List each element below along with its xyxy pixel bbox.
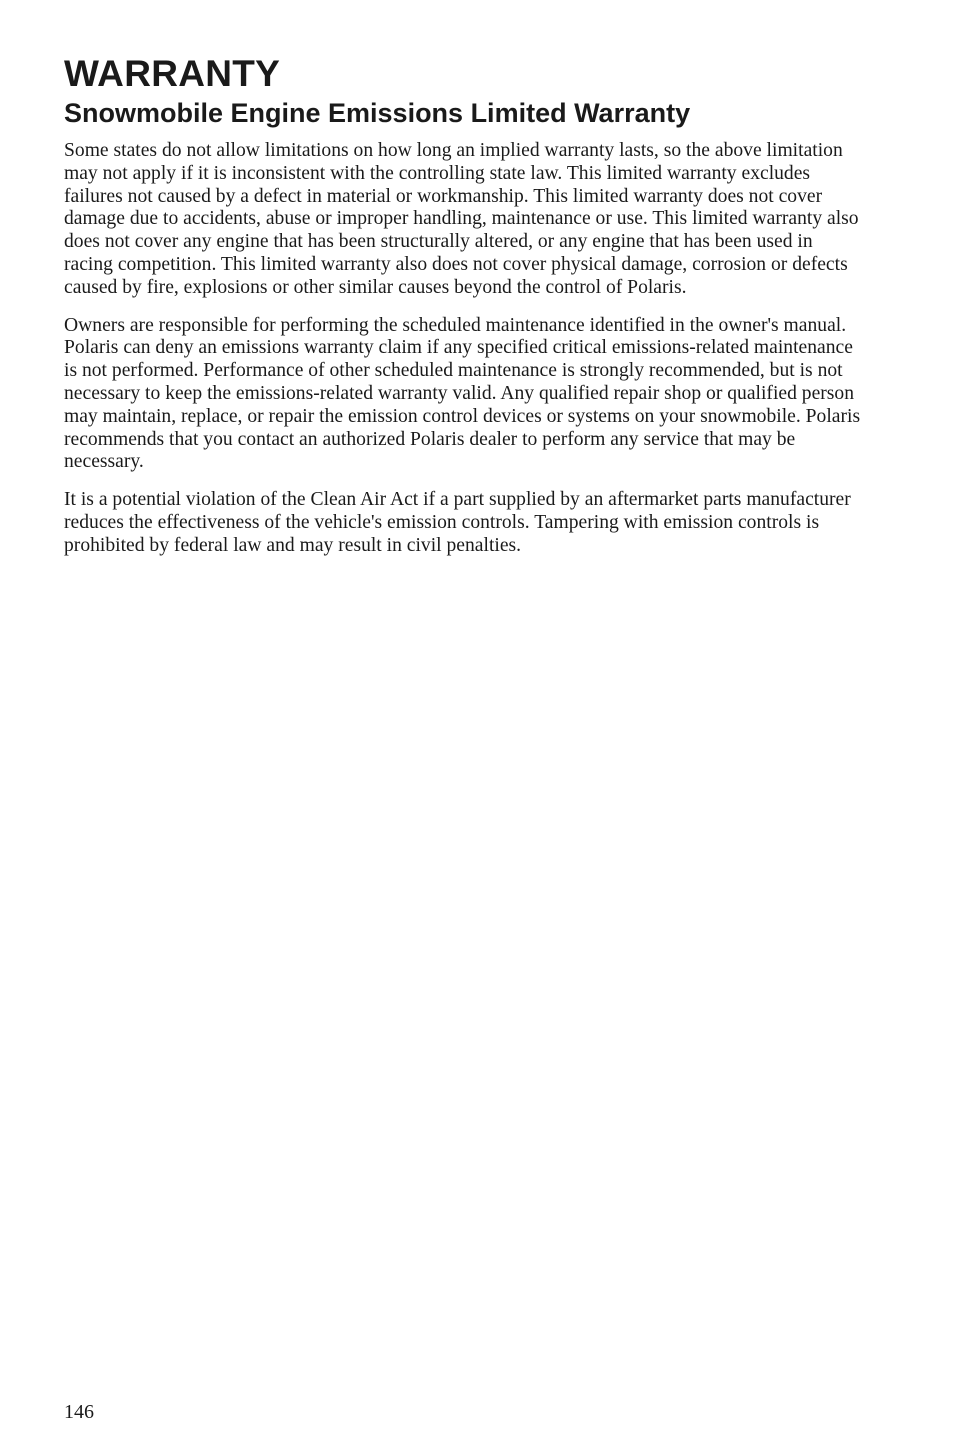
paragraph-limitations: Some states do not allow limitations on how long an implied warranty lasts, so the above limitation may not apply if it is inconsistent with the controlling state law. This limited warranty excludes failures not caused by a defect in material or workmanship. This limited warranty does not cover damage due to accidents, abuse or improper handling, maintenance or use. This limited warranty also does not cover any engine that has been structurally altered, or any engine that has been used in racing competition. This limited warranty also does not cover physical damage, corrosion or defects caused by fire, explosions or other similar causes beyond the control of Polaris. xyxy=(64,140,859,298)
section-subtitle: Snowmobile Engine Emissions Limited Warranty xyxy=(64,98,691,128)
paragraph-owner-responsibilities: Owners are responsible for performing the scheduled maintenance identified in the owner's manual. Polaris can deny an emissions warranty claim if any specified critical emissions-related maintenance is not performed. Performance of other scheduled maintenance is strongly recommended, but is not necessary to keep the emissions-related warranty valid. Any qualified repair shop or qualified person may maintain, replace, or repair the emission control devices or systems on your snowmobile. Polaris recommends that you contact an authorized Polaris dealer to perform any service that may be necessary. xyxy=(64,314,861,473)
page-title: WARRANTY xyxy=(64,53,281,94)
document-page xyxy=(64,54,864,573)
paragraph-clean-air-act: It is a potential violation of the Clean Air Act if a part supplied by an aftermarket parts manufacturer reduces the effectiveness of the vehicle's emission controls. Tampering with emission controls is prohibited by federal law and may result in civil penalties. xyxy=(64,489,851,556)
page-number: 146 xyxy=(64,1401,94,1423)
